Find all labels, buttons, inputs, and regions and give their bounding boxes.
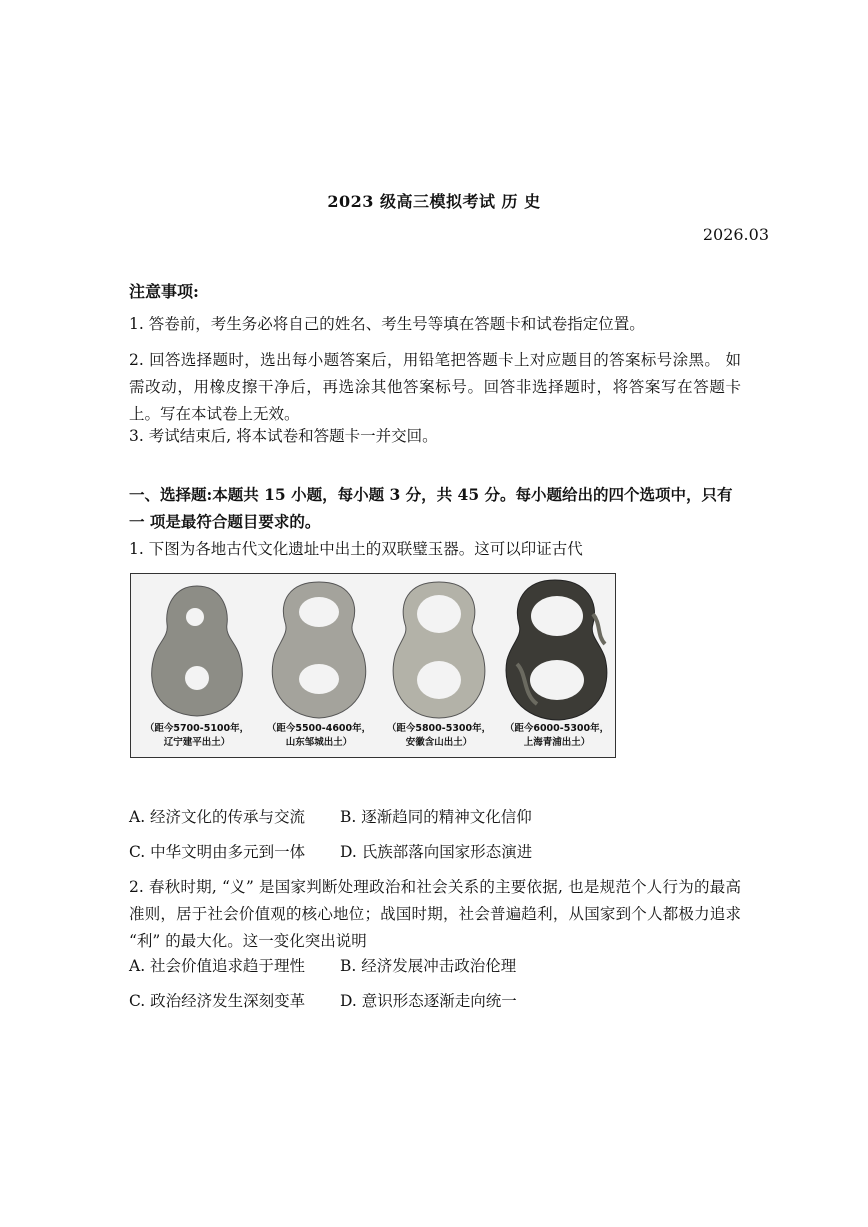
notice-item-3: 3. 考试结束后, 将本试卷和答题卡一并交回。 [129,427,438,445]
q2-option-d[interactable]: D. 意识形态逐渐走向统一 [340,992,517,1010]
q1-option-a[interactable]: A. 经济文化的传承与交流 [129,808,306,826]
jade-caption-2: （距今5500-4600年， 山东邹城出土） [266,723,372,748]
notice-item-2: 2. 回答选择题时，选出每小题答案后，用铅笔把答题卡上对应题目的答案标号涂黑。 如需改动，用橡皮擦干净后，再选涂其他答案标号。回答非选择题时，将答案写在答题卡上。写在本试卷上无效。 [129,351,741,423]
section-heading: 一、选择题:本题共 15 小题，每小题 3 分，共 45 分。每小题给出的四个选项中，只有一 项是最符合题目要求的。 [129,485,733,531]
notice-item-1: 1. 答卷前，考生务必将自己的姓名、考生号等填在答题卡和试卷指定位置。 [129,315,645,333]
jade-double-bi-image-4 [497,574,617,724]
exam-date: 2026.03 [702,225,769,244]
jade-double-bi-image-1 [137,574,257,724]
question-2-stem: 2. 春秋时期, “义” 是国家判断处理政治和社会关系的主要依据, 也是规范个人行为的最高准则，居于社会价值观的核心地位；战国时期，社会普遍趋利，从国家到个人都极力追求 “利” 的最大化。这一变化突出说明 [129,878,741,950]
jade-double-bi-image-2 [259,574,379,724]
jade-double-bi-image-3 [379,574,499,724]
exam-title: 2023 级高三模拟考试 历 史 [327,192,541,211]
q1-option-d[interactable]: D. 氏族部落向国家形态演进 [340,843,533,861]
q1-option-c[interactable]: C. 中华文明由多元到一体 [129,843,306,861]
notice-heading: 注意事项: [129,282,199,301]
jade-caption-1: （距今5700-5100年， 辽宁建平出土） [144,723,250,748]
question-1-stem: 1. 下图为各地古代文化遗址中出土的双联璧玉器。这可以印证古代 [129,540,583,558]
q1-option-b[interactable]: B. 逐渐趋同的精神文化信仰 [340,808,532,826]
q2-option-c[interactable]: C. 政治经济发生深刻变革 [129,992,306,1010]
jade-artifacts-figure [130,573,616,758]
q2-option-a[interactable]: A. 社会价值追求趋于理性 [129,957,306,975]
jade-caption-4: （距今6000-5300年， 上海青浦出土） [504,723,610,748]
q2-option-b[interactable]: B. 经济发展冲击政治伦理 [340,957,517,975]
jade-caption-3: （距今5800-5300年， 安徽含山出土） [386,723,492,748]
